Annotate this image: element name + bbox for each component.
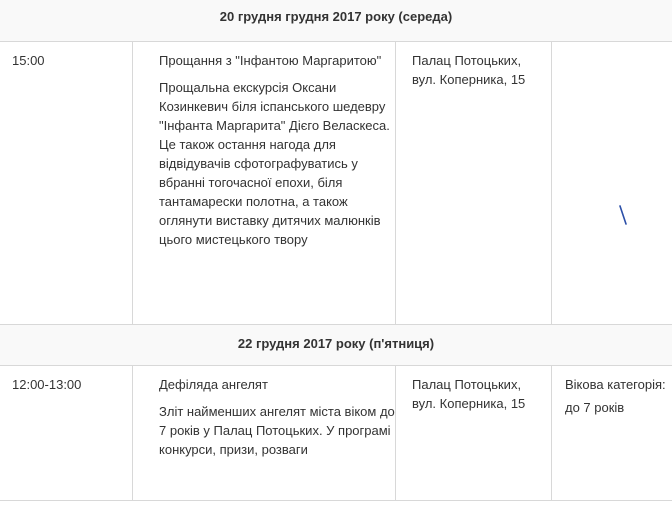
column-divider <box>132 42 133 324</box>
event-time: 12:00-13:00 <box>12 377 82 392</box>
age-category-label: Вікова категорія: <box>565 377 666 392</box>
column-divider <box>395 42 396 324</box>
event-row <box>0 366 672 501</box>
event-age-category <box>565 366 670 417</box>
day-header: 20 грудня грудня 2017 року (середа) <box>0 0 672 42</box>
column-divider <box>551 42 552 324</box>
stray-line-mark <box>618 205 628 225</box>
event-row <box>0 42 672 324</box>
day-header: 22 грудня 2017 року (п'ятниця) <box>0 324 672 366</box>
event-description: Прощальна екскурсія Оксани Козинкевич біля іспанського шедевру "Інфанта Маргарита" Дієго Веласкеса. Це також остання нагода для відвідувачів сфотографуватись у вбранні тогочасної епохи, біля тантамарески полотна, а також оглянути виставку дитячих малюнків цього мистецького твору <box>159 80 390 247</box>
event-description: Зліт найменших ангелят міста віком до 7 років у Палац Потоцьких. У програмі конкурси, призи, розваги <box>159 404 395 457</box>
column-divider <box>551 366 552 500</box>
event-place: Палац Потоцьких, вул. Коперника, 15 <box>412 53 526 87</box>
event-age-category <box>565 42 670 55</box>
age-category-value: до 7 років <box>565 400 625 415</box>
event-time: 15:00 <box>12 53 45 68</box>
column-divider <box>395 366 396 500</box>
event-place: Палац Потоцьких, вул. Коперника, 15 <box>412 377 526 411</box>
event-info <box>159 42 395 249</box>
column-divider <box>132 366 133 500</box>
event-title: Дефіляда ангелят <box>159 377 268 392</box>
event-info <box>159 366 395 459</box>
event-title: Прощання з "Інфантою Маргаритою" <box>159 53 382 68</box>
